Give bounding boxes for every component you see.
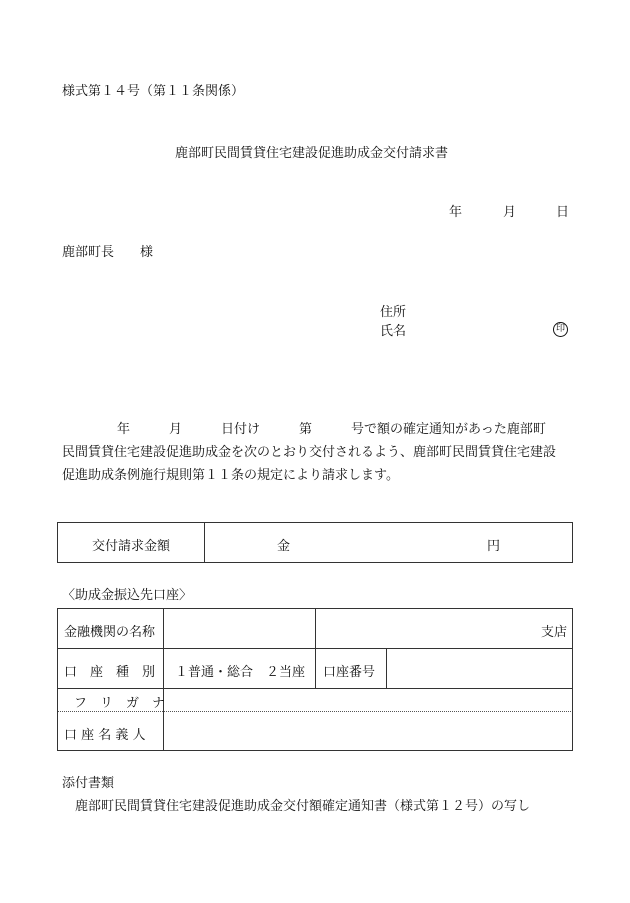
date-day: 日 <box>556 205 570 220</box>
document-title: 鹿部町民間賃貸住宅建設促進助成金交付請求書 <box>175 146 449 161</box>
account-type-options[interactable]: １普通・総合 ２当座 <box>175 665 306 680</box>
amount-unit: 円 <box>487 539 501 554</box>
branch-suffix: 支店 <box>541 625 568 640</box>
attachments-heading: 添付書類 <box>62 776 115 791</box>
name-label: 氏名 <box>380 324 407 339</box>
account-type-label: 口 座 種 別 <box>64 665 156 680</box>
seal-icon: 印 <box>553 322 568 337</box>
branch-field[interactable] <box>318 612 528 645</box>
body-line-3: 促進助成条例施行規則第１１条の規定により請求します。 <box>62 468 399 483</box>
furigana-field[interactable] <box>166 690 569 709</box>
request-body <box>62 418 577 487</box>
form-number: 様式第１４号（第１１条関係） <box>62 84 245 99</box>
address-label: 住所 <box>380 305 407 320</box>
seal-mark <box>553 320 568 337</box>
account-holder-label: 口 座 名 義 人 <box>64 728 146 743</box>
institution-field[interactable] <box>166 612 312 645</box>
furigana-label: フ リ ガ ナ <box>74 696 166 711</box>
bank-section-title: 〈助成金振込先口座〉 <box>62 588 193 603</box>
addressee: 鹿部町長 様 <box>62 245 154 260</box>
amount-prefix: 金 <box>277 539 291 554</box>
account-number-field[interactable] <box>389 652 569 685</box>
date-year: 年 <box>449 205 463 220</box>
body-line-2: 民間賃貸住宅建設促進助成金を次のとおり交付されるよう、鹿部町民間賃貸住宅建設 <box>62 445 557 460</box>
account-number-label: 口座番号 <box>323 665 376 680</box>
account-holder-field[interactable] <box>166 714 569 747</box>
amount-label: 交付請求金額 <box>92 539 171 554</box>
attachment-item: 鹿部町民間賃貸住宅建設促進助成金交付額確定通知書（様式第１２号）の写し <box>75 799 531 814</box>
institution-label: 金融機関の名称 <box>64 625 156 640</box>
amount-value-field[interactable] <box>300 528 480 556</box>
body-line-1: 年 月 日付け 第 号で額の確定通知があった鹿部町 <box>117 422 546 437</box>
date-month: 月 <box>503 205 517 220</box>
